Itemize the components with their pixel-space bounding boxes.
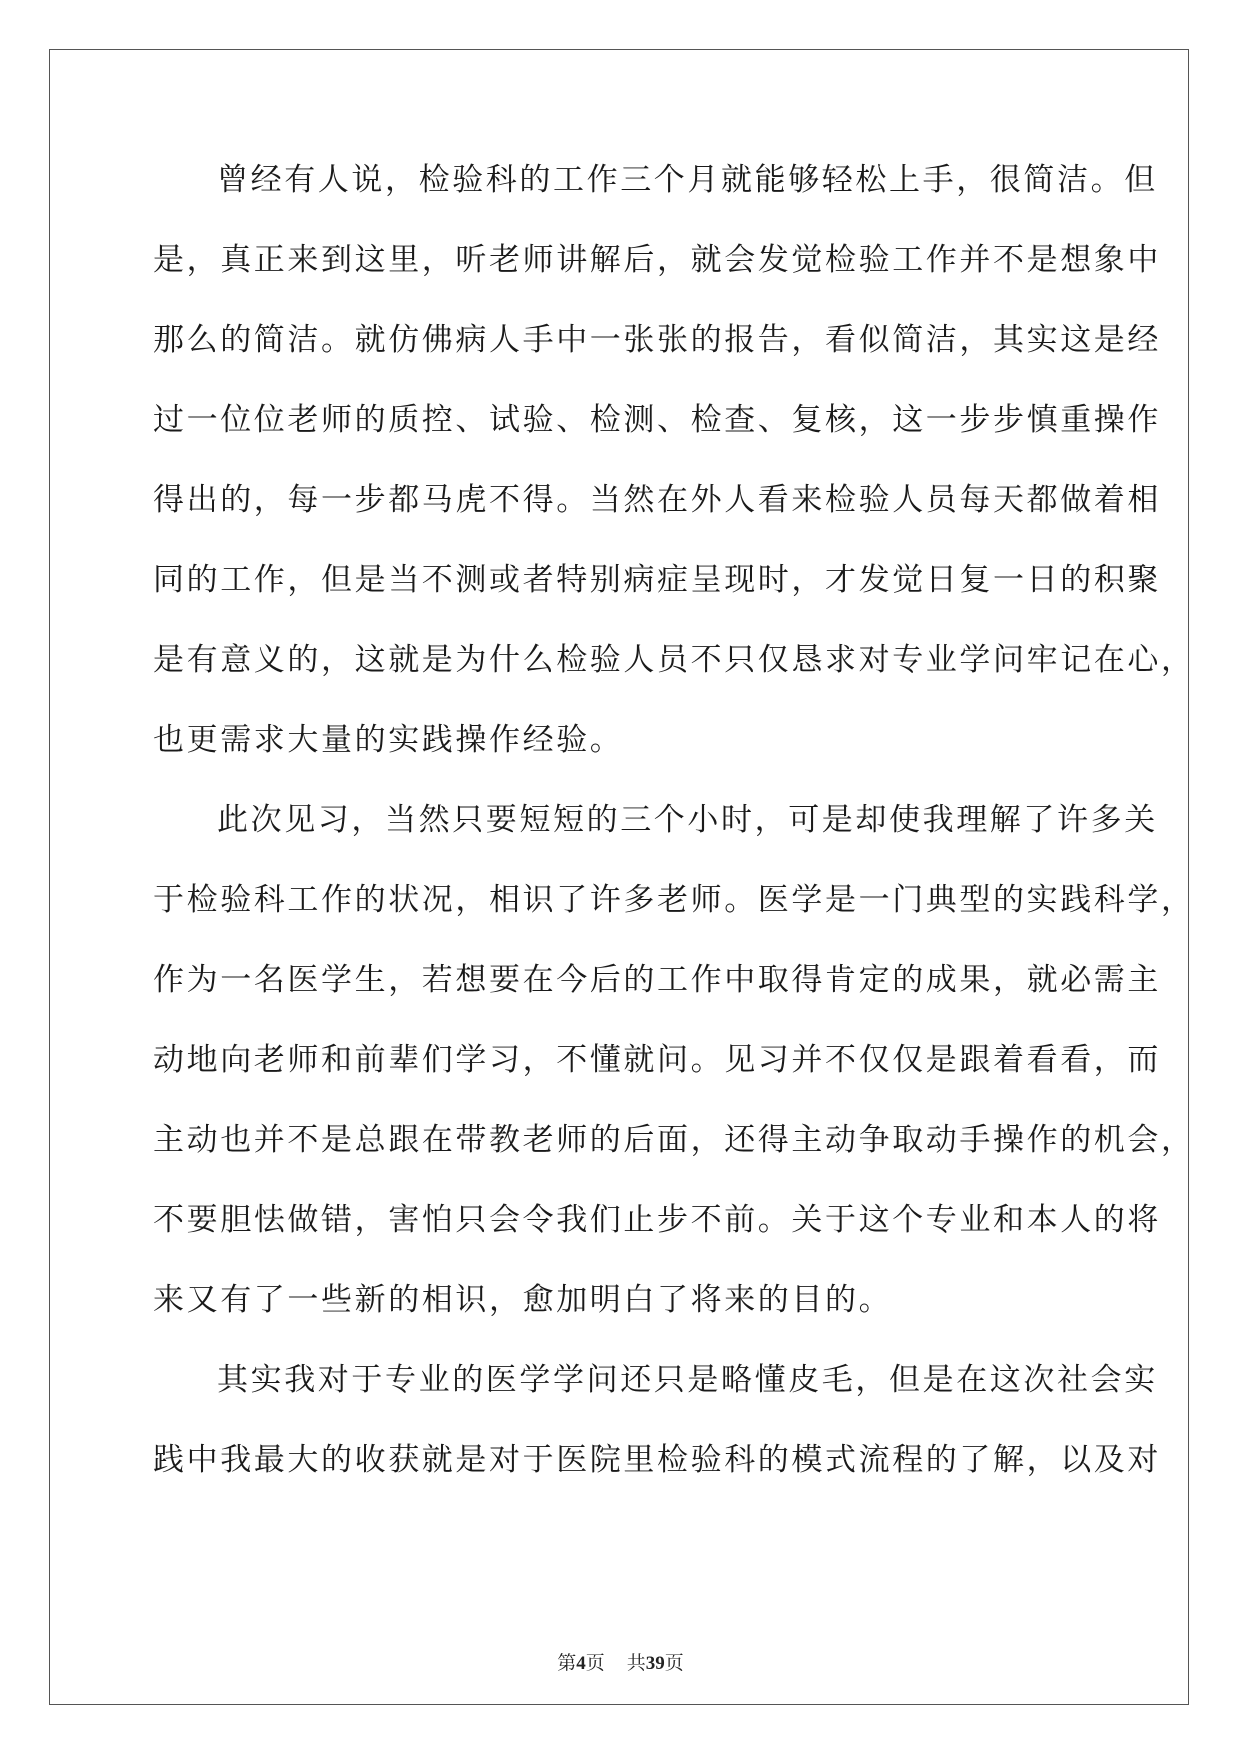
text-line: 作为一名医学生，若想要在今后的工作中取得肯定的成果，就必需主 — [153, 962, 1161, 998]
total-pages: 39 — [645, 1653, 665, 1674]
text-line: 也更需求大量的实践操作经验。 — [153, 722, 624, 758]
text-line: 践中我最大的收获就是对于医院里检验科的模式流程的了解，以及对 — [153, 1442, 1161, 1478]
total-prefix: 共 — [626, 1652, 646, 1674]
text-line: 其实我对于专业的医学学问还只是略懂皮毛，但是在这次社会实 — [217, 1362, 1158, 1398]
text-line: 动地向老师和前辈们学习，不懂就问。见习并不仅仅是跟着看看，而 — [153, 1042, 1161, 1078]
text-line: 那么的简洁。就仿佛病人手中一张张的报告，看似简洁，其实这是经 — [153, 322, 1161, 358]
page-footer — [0, 1648, 1241, 1675]
text-line: 曾经有人说，检验科的工作三个月就能够轻松上手，很简洁。但 — [217, 162, 1158, 198]
page-number: 4 — [576, 1653, 586, 1674]
text-line: 得出的，每一步都马虎不得。当然在外人看来检验人员每天都做着相 — [153, 482, 1161, 518]
text-line: 此次见习，当然只要短短的三个小时，可是却使我理解了许多关 — [217, 802, 1158, 838]
page-suffix: 页 — [585, 1652, 605, 1674]
page-prefix: 第 — [557, 1652, 577, 1674]
total-suffix: 页 — [664, 1652, 684, 1674]
text-line: 来又有了一些新的相识，愈加明白了将来的目的。 — [153, 1282, 893, 1318]
text-line: 是有意义的，这就是为什么检验人员不只仅恳求对专业学问牢记在心， — [153, 642, 1195, 678]
document-body — [153, 160, 1195, 1520]
text-line: 于检验科工作的状况，相识了许多老师。医学是一门典型的实践科学， — [153, 882, 1195, 918]
text-line: 不要胆怯做错，害怕只会令我们止步不前。关于这个专业和本人的将 — [153, 1202, 1161, 1238]
text-line: 主动也并不是总跟在带教老师的后面，还得主动争取动手操作的机会， — [153, 1122, 1195, 1158]
text-line: 过一位位老师的质控、试验、检测、检查、复核，这一步步慎重操作 — [153, 402, 1161, 438]
text-line: 同的工作，但是当不测或者特别病症呈现时，才发觉日复一日的积聚 — [153, 562, 1161, 598]
text-line: 是，真正来到这里，听老师讲解后，就会发觉检验工作并不是想象中 — [153, 242, 1161, 278]
